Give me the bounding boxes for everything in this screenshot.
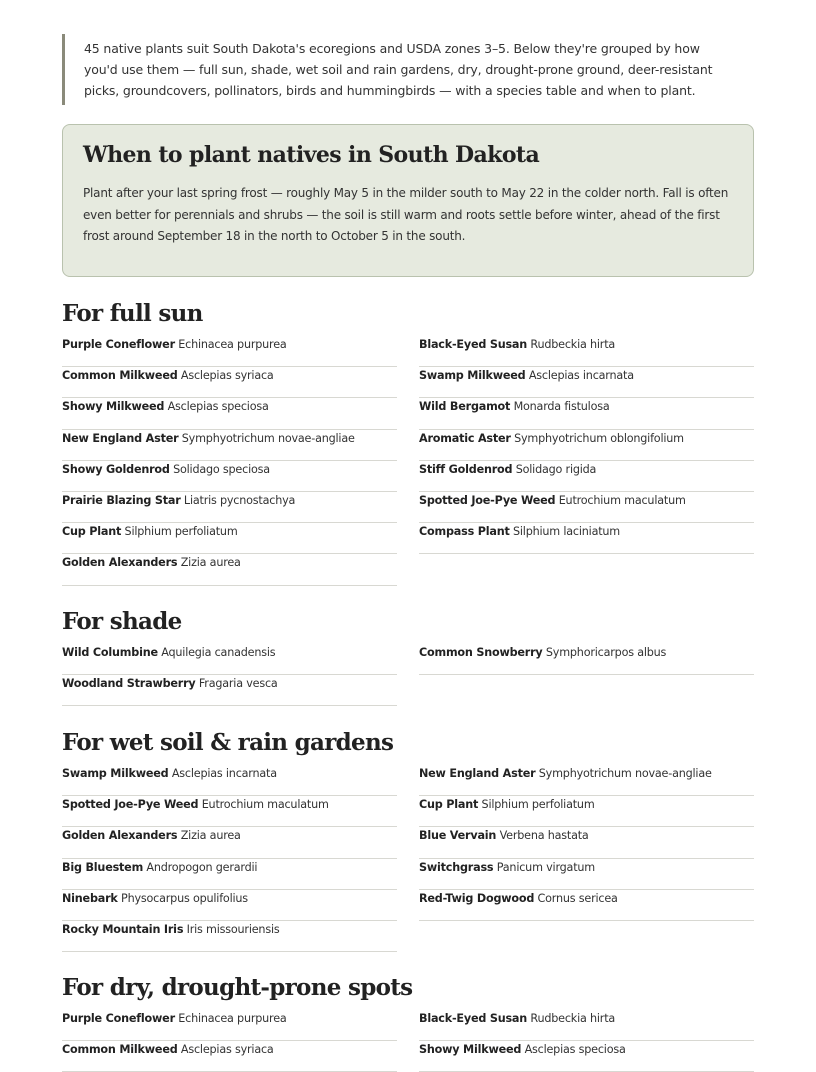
plant-common-name: New England Aster bbox=[419, 767, 536, 780]
section-heading: For full sun bbox=[62, 300, 203, 327]
plant-common-name: Wild Bergamot bbox=[419, 400, 511, 414]
plant-latin-name: Asclepias incarnata bbox=[171, 767, 277, 780]
plant-item bbox=[62, 336, 397, 367]
planting-time-body: Plant after your last spring frost — roughly May 5 in the milder south to May 22 in the colder north. Fall is often even better for perennials and shrubs — the soil is still warm and roots settle before winter, ahead of the first frost around September 18 in the north to October 5 in the south. bbox=[83, 186, 729, 243]
plant-common-name: Blue Vervain bbox=[419, 829, 497, 843]
plant-latin-name: Fragaria vesca bbox=[198, 677, 278, 691]
plant-latin-name: Echinacea purpurea bbox=[178, 1012, 287, 1025]
plant-common-name: Swamp Milkweed bbox=[419, 369, 526, 383]
plant-common-name: Swamp Milkweed bbox=[62, 767, 169, 780]
plant-latin-name: Asclepias speciosa bbox=[524, 1043, 626, 1057]
plant-latin-name: Eutrochium maculatum bbox=[558, 493, 686, 507]
plant-common-name: Aromatic Aster bbox=[419, 431, 511, 445]
plant-item bbox=[419, 430, 754, 461]
plant-common-name: Cup Plant bbox=[419, 798, 479, 812]
plant-common-name: Showy Goldenrod bbox=[62, 462, 170, 476]
plant-latin-name: Iris missouriensis bbox=[186, 922, 280, 936]
plant-latin-name: Asclepias incarnata bbox=[528, 369, 634, 383]
section-heading: For shade bbox=[62, 608, 182, 635]
plant-item bbox=[419, 523, 754, 554]
plant-common-name: Common Milkweed bbox=[62, 1043, 178, 1057]
plant-item bbox=[419, 827, 754, 858]
section-dry-spots bbox=[62, 973, 754, 1057]
plant-item bbox=[419, 859, 754, 890]
plant-latin-name: Verbena hastata bbox=[499, 829, 589, 843]
plant-common-name: Stiff Goldenrod bbox=[419, 462, 513, 476]
plant-common-name: Ninebark bbox=[62, 891, 118, 905]
plant-item bbox=[419, 796, 754, 827]
plant-common-name: Cup Plant bbox=[62, 525, 122, 539]
plant-common-name: Rocky Mountain Iris bbox=[62, 922, 184, 936]
plant-item bbox=[62, 859, 397, 890]
plant-common-name: Spotted Joe-Pye Weed bbox=[62, 798, 199, 812]
plant-common-name: Black-Eyed Susan bbox=[419, 338, 528, 351]
plant-latin-name: Zizia aurea bbox=[180, 556, 241, 570]
plant-latin-name: Zizia aurea bbox=[180, 829, 241, 843]
plant-latin-name: Monarda fistulosa bbox=[513, 400, 610, 414]
plant-latin-name: Silphium perfoliatum bbox=[481, 798, 595, 812]
plant-list bbox=[62, 644, 754, 706]
plant-item bbox=[62, 1010, 397, 1041]
plant-common-name: Prairie Blazing Star bbox=[62, 493, 181, 507]
intro-text: 45 native plants suit South Dakota's ecoregions and USDA zones 3–5. Below they're grouped by how you'd use them — full sun, shade, wet soil and rain gardens, dry, drought-prone ground, deer-resistant picks, groundcovers, pollinators, birds and hummingbirds — with a species table and when to plant. bbox=[84, 41, 713, 98]
plant-common-name: Big Bluestem bbox=[62, 860, 144, 874]
plant-item bbox=[62, 827, 397, 858]
section-heading: For wet soil & rain gardens bbox=[62, 729, 394, 756]
plant-common-name: Showy Milkweed bbox=[62, 400, 165, 414]
plant-list bbox=[62, 336, 754, 586]
plant-item bbox=[62, 461, 397, 492]
plant-latin-name: Liatris pycnostachya bbox=[183, 493, 296, 507]
plant-common-name: Compass Plant bbox=[419, 525, 510, 539]
plant-common-name: Red-Twig Dogwood bbox=[419, 891, 535, 905]
plant-item bbox=[62, 796, 397, 827]
plant-latin-name: Asclepias speciosa bbox=[167, 400, 269, 414]
plant-common-name: Golden Alexanders bbox=[62, 829, 178, 843]
plant-item bbox=[62, 554, 397, 585]
plant-item bbox=[419, 461, 754, 492]
plant-common-name: Spotted Joe-Pye Weed bbox=[419, 493, 556, 507]
plant-latin-name: Silphium laciniatum bbox=[512, 525, 620, 539]
plant-list bbox=[62, 765, 754, 952]
plant-latin-name: Aquilegia canadensis bbox=[161, 646, 276, 659]
plant-item bbox=[62, 921, 397, 952]
plant-item bbox=[62, 765, 397, 796]
plant-latin-name: Solidago rigida bbox=[515, 462, 597, 476]
plant-common-name: New England Aster bbox=[62, 431, 179, 445]
plant-latin-name: Cornus sericea bbox=[537, 891, 618, 905]
plant-item bbox=[419, 398, 754, 429]
plant-common-name: Switchgrass bbox=[419, 860, 494, 874]
plant-common-name: Common Snowberry bbox=[419, 646, 543, 659]
plant-latin-name: Eutrochium maculatum bbox=[201, 798, 329, 812]
section-heading: For dry, drought-prone spots bbox=[62, 974, 413, 1001]
plant-latin-name: Symphoricarpos albus bbox=[545, 646, 667, 659]
plant-common-name: Purple Coneflower bbox=[62, 1012, 175, 1025]
plant-item bbox=[419, 336, 754, 367]
plant-latin-name: Andropogon gerardii bbox=[146, 860, 258, 874]
section-wet-soil bbox=[62, 728, 754, 936]
plant-item bbox=[419, 765, 754, 796]
section-full-sun bbox=[62, 299, 754, 570]
plant-item bbox=[62, 523, 397, 554]
plant-list bbox=[62, 1010, 754, 1072]
plant-latin-name: Symphyotrichum novae-angliae bbox=[538, 767, 712, 780]
plant-latin-name: Symphyotrichum oblongifolium bbox=[514, 431, 684, 445]
plant-item bbox=[419, 1041, 754, 1072]
plant-common-name: Purple Coneflower bbox=[62, 338, 175, 351]
plant-latin-name: Echinacea purpurea bbox=[178, 338, 287, 351]
plant-item bbox=[62, 367, 397, 398]
plant-latin-name: Panicum virgatum bbox=[496, 860, 595, 874]
plant-latin-name: Physocarpus opulifolius bbox=[121, 891, 248, 905]
plant-item bbox=[419, 644, 754, 675]
plant-item bbox=[419, 492, 754, 523]
planting-time-heading: When to plant natives in South Dakota bbox=[83, 142, 540, 168]
plant-item bbox=[62, 675, 397, 706]
plant-item bbox=[419, 367, 754, 398]
intro-blockquote bbox=[62, 34, 734, 105]
plant-latin-name: Silphium perfoliatum bbox=[124, 525, 238, 539]
planting-time-callout bbox=[62, 124, 754, 277]
section-shade bbox=[62, 607, 754, 691]
plant-item bbox=[62, 492, 397, 523]
plant-latin-name: Rudbeckia hirta bbox=[530, 338, 616, 351]
plant-item bbox=[62, 430, 397, 461]
plant-latin-name: Asclepias syriaca bbox=[180, 1043, 274, 1057]
plant-item bbox=[62, 1041, 397, 1072]
plant-item bbox=[62, 890, 397, 921]
plant-latin-name: Symphyotrichum novae-angliae bbox=[181, 431, 355, 445]
plant-item bbox=[419, 1010, 754, 1041]
plant-common-name: Common Milkweed bbox=[62, 369, 178, 383]
plant-latin-name: Asclepias syriaca bbox=[180, 369, 274, 383]
plant-item bbox=[419, 890, 754, 921]
plant-common-name: Showy Milkweed bbox=[419, 1043, 522, 1057]
plant-common-name: Woodland Strawberry bbox=[62, 677, 196, 691]
plant-common-name: Wild Columbine bbox=[62, 646, 158, 659]
plant-latin-name: Solidago speciosa bbox=[173, 462, 270, 476]
plant-latin-name: Rudbeckia hirta bbox=[530, 1012, 616, 1025]
plant-item bbox=[62, 644, 397, 675]
plant-item bbox=[62, 398, 397, 429]
plant-common-name: Golden Alexanders bbox=[62, 556, 178, 570]
plant-common-name: Black-Eyed Susan bbox=[419, 1012, 528, 1025]
